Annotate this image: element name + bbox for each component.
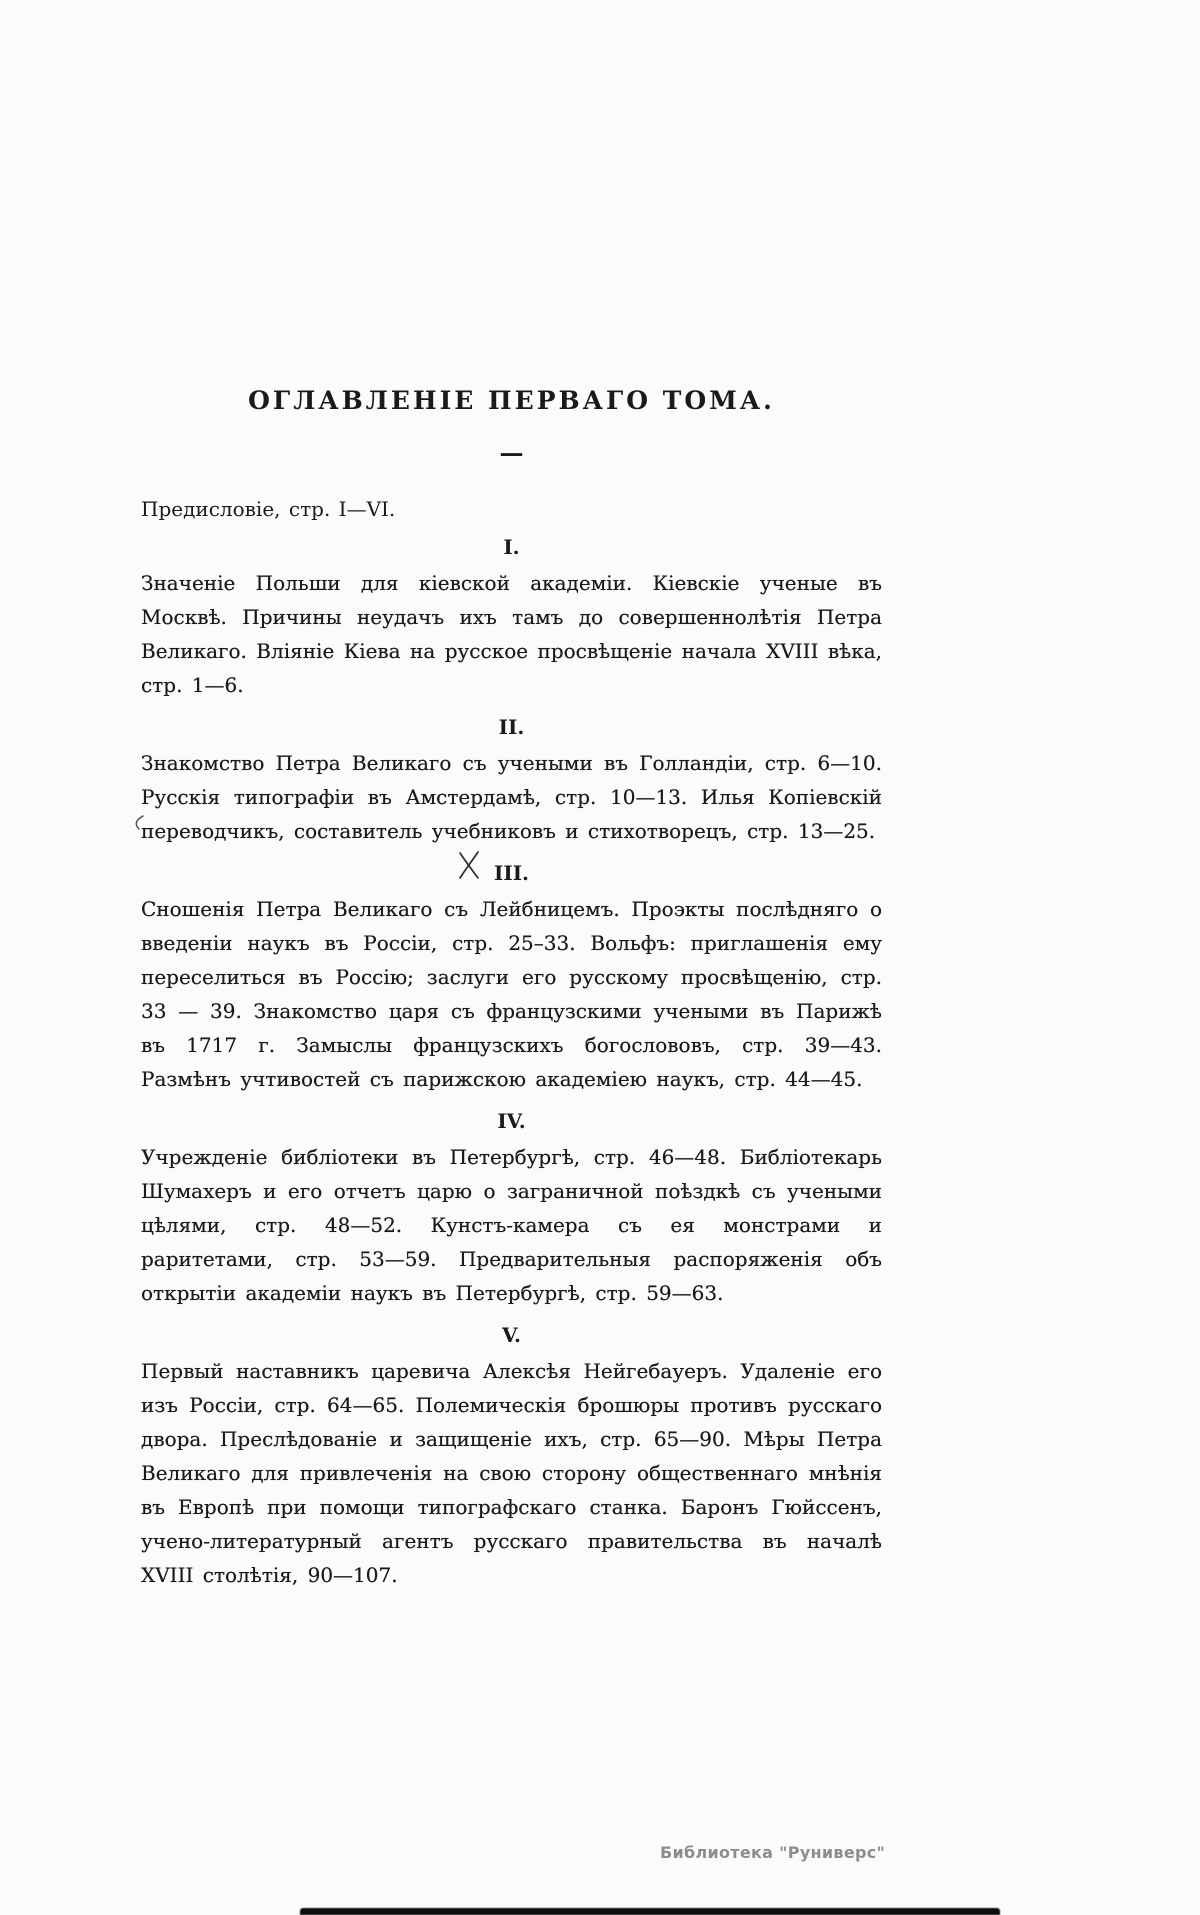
section-text: Сношенія Петра Великаго съ Лейбницемъ. Проэкты послѣдняго о введеніи наукъ въ Россіи, стр. 25–33. Вольфъ: приглашенія ему переселиться въ Россію; заслуги его русскому просвѣщенію, стр. 33 — 39. Знакомство царя съ французскими учеными въ Парижѣ въ 1717 г. Замыслы французскихъ богослововъ, стр. 39—43. Размѣнъ учтивостей съ парижскою академіею наукъ, стр. 44—45. bbox=[141, 897, 882, 1091]
section-numeral bbox=[141, 1322, 882, 1348]
toc-section bbox=[141, 1108, 882, 1310]
handwritten-x-mark bbox=[457, 849, 481, 881]
section-numeral-text: IV. bbox=[497, 1109, 526, 1133]
section-numeral bbox=[141, 714, 882, 740]
scan-bottom-edge bbox=[300, 1908, 1000, 1915]
section-numeral bbox=[141, 534, 882, 560]
section-numeral-text: V. bbox=[502, 1323, 521, 1347]
section-numeral-text: II. bbox=[498, 715, 525, 739]
section-text: Знакомство Петра Великаго съ учеными въ Голландіи, стр. 6—10. Русскія типографіи въ Амстердамѣ, стр. 10—13. Илья Копіевскій переводчикъ, составитель учебниковъ и стихотворецъ, стр. 13—25. bbox=[141, 751, 882, 843]
section-numeral bbox=[141, 1108, 882, 1134]
page-title: ОГЛАВЛЕНІЕ ПЕРВАГО ТОМА. bbox=[248, 386, 775, 415]
toc-section bbox=[141, 714, 882, 848]
toc-section bbox=[141, 860, 882, 1096]
section-numeral-text: III. bbox=[493, 861, 530, 885]
section-text: Значеніе Польши для кіевской академіи. Кіевскіе ученые въ Москвѣ. Причины неудачъ ихъ тамъ до совершеннолѣтія Петра Великаго. Вліяніе Кіева на русское просвѣщеніе начала XVIII вѣка, стр. 1—6. bbox=[141, 571, 882, 697]
title-divider: — bbox=[499, 438, 524, 467]
section-numeral-text: I. bbox=[503, 535, 520, 559]
toc-section bbox=[141, 534, 882, 702]
library-watermark: Библиотека "Руниверс" bbox=[660, 1843, 886, 1862]
toc-section bbox=[141, 1322, 882, 1592]
preface-line: Предисловіе, стр. I—VI. bbox=[141, 497, 396, 521]
section-numeral bbox=[141, 860, 882, 886]
section-text: Первый наставникъ царевича Алексѣя Нейгебауеръ. Удаленіе его изъ Россіи, стр. 64—65. Полемическія брошюры противъ русскаго двора. Преслѣдованіе и защищеніе ихъ, стр. 65—90. Мѣры Петра Великаго для привлеченія на свою сторону общественнаго мнѣнія въ Европѣ при помощи типографскаго станка. Баронъ Гюйссенъ, учено-литературный агентъ русскаго правительства въ началѣ XVIII столѣтія, 90—107. bbox=[141, 1359, 882, 1587]
section-text: Учрежденіе библіотеки въ Петербургѣ, стр. 46—48. Библіотекарь Шумахеръ и его отчетъ царю о заграничной поѣздкѣ съ учеными цѣлями, стр. 48—52. Кунстъ-камера съ ея монстрами и раритетами, стр. 53—59. Предварительныя распоряженія объ открытіи академіи наукъ въ Петербургѣ, стр. 59—63. bbox=[141, 1145, 882, 1305]
pencil-squiggle-mark bbox=[131, 814, 147, 832]
text-block bbox=[141, 0, 882, 1592]
